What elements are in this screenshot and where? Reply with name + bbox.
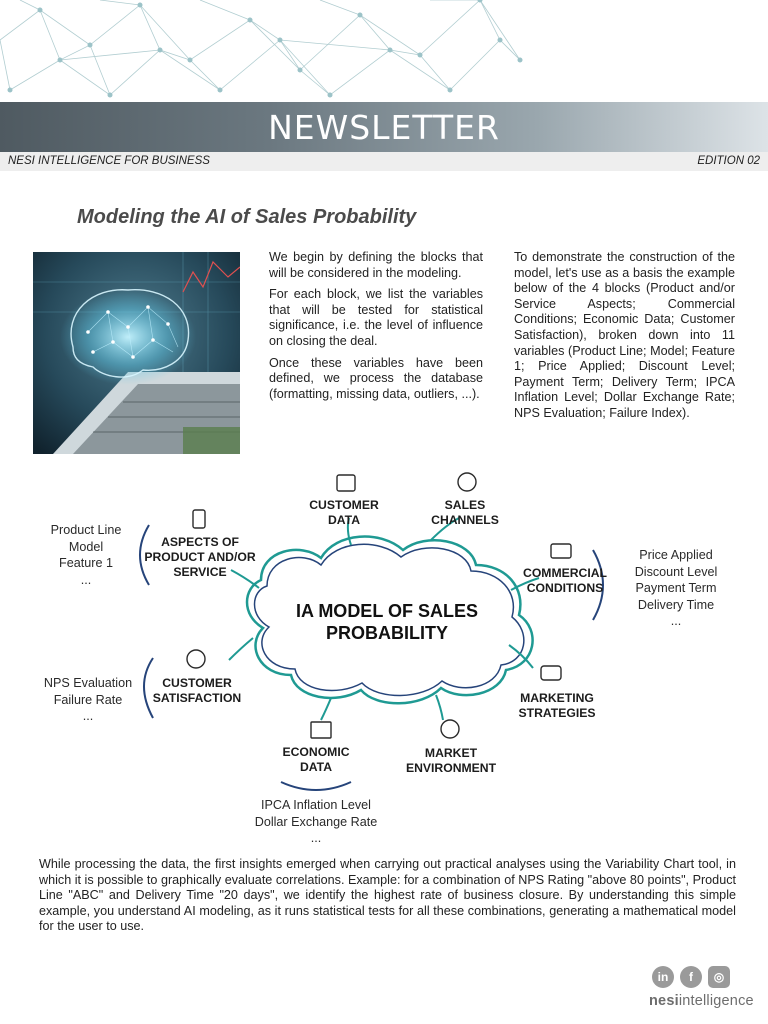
- ai-brain-laptop-image: [33, 252, 240, 454]
- variable-item: Discount Level: [634, 564, 718, 579]
- variable-item: Payment Term: [635, 581, 717, 596]
- block-label: CHANNELS: [431, 513, 499, 527]
- linkedin-icon[interactable]: in: [652, 966, 674, 988]
- variable-item: Price Applied: [639, 548, 713, 562]
- block-satisfaction: [143, 676, 251, 706]
- megaphone-icon: [551, 544, 571, 558]
- block-label: STRATEGIES: [518, 706, 596, 720]
- block-label: MARKETING: [520, 691, 594, 705]
- block-label: CONDITIONS: [526, 581, 604, 595]
- center-title: [269, 600, 505, 644]
- center-title-line: PROBABILITY: [325, 623, 448, 643]
- edition-tag: EDITION 02: [697, 155, 760, 167]
- edition-bar: [0, 152, 768, 171]
- chart-image-icon: [311, 722, 331, 738]
- example-column: [514, 250, 735, 428]
- block-marketing: [507, 691, 607, 721]
- publisher-tag: NESI INTELLIGENCE FOR BUSINESS: [8, 155, 210, 167]
- paragraph: Once these variables have been defined, we process the database (formatting, missing data, outliers, ...).: [269, 355, 483, 401]
- variable-item: Failure Rate: [53, 692, 123, 707]
- variable-item: IPCA Inflation Level: [261, 798, 371, 812]
- economic-variables: [241, 797, 391, 847]
- block-label: CUSTOMER: [309, 498, 379, 512]
- satisfaction-variables: [33, 675, 143, 725]
- instagram-icon[interactable]: ◎: [708, 966, 730, 988]
- block-label: ASPECTS OF: [161, 535, 239, 549]
- variable-item: Delivery Time: [637, 597, 715, 612]
- block-market: [397, 746, 505, 776]
- newsletter-banner: [0, 102, 768, 152]
- block-aspects: [137, 535, 263, 580]
- header-network-graphic: [0, 0, 768, 102]
- commercial-variables: [621, 547, 731, 630]
- brand-logo: [649, 993, 754, 1009]
- block-label: SATISFACTION: [152, 691, 242, 705]
- variable-item: Product Line: [50, 523, 122, 537]
- block-label: COMMERCIAL: [523, 566, 607, 580]
- facebook-icon[interactable]: f: [680, 966, 702, 988]
- variable-item: Model: [68, 539, 104, 554]
- variable-item: Dollar Exchange Rate: [254, 814, 378, 829]
- variable-item: NPS Evaluation: [43, 676, 133, 690]
- center-title-line: IA MODEL OF SALES: [295, 601, 478, 621]
- brand-light: intelligence: [678, 993, 754, 1009]
- block-label: SALES: [444, 498, 486, 512]
- closing-paragraph: While processing the data, the first insights emerged when carrying out practical analyses using the Variability Chart tool, in which it is possible to graphically evaluate correlations. Example: for a combination of NPS Rating "above 80 points", Product Line "ABC" and Delivery Time "20 days", we identify the highest rate of business closure. By understanding this simple example, you understand AI modeling, as it runs statistical tests for all these combinations, generating a mathematical model for the user to use.: [39, 857, 736, 934]
- article-title: Modeling the AI of Sales Probability: [77, 206, 417, 228]
- block-label: ENVIRONMENT: [405, 761, 497, 775]
- block-label: ECONOMIC: [282, 745, 350, 759]
- phone-hand-icon: [193, 510, 205, 528]
- paragraph: For each block, we list the variables that will be tested for statistical significance, i.e. the level of influence on closing the deal.: [269, 287, 483, 348]
- paragraph: We begin by defining the blocks that will be considered in the modeling.: [269, 250, 483, 280]
- smile-face-icon: [187, 650, 205, 668]
- block-label: DATA: [299, 760, 333, 774]
- newsletter-title: NEWSLETTER: [268, 108, 500, 147]
- chat-bubbles-icon: [541, 666, 561, 680]
- variable-item: ...: [310, 831, 322, 846]
- variable-item: ...: [80, 572, 92, 587]
- brand-bold: nesi: [649, 993, 679, 1009]
- variable-item: ...: [670, 614, 682, 629]
- location-pin-icon: [458, 473, 476, 491]
- block-label: MARKET: [424, 746, 478, 760]
- block-economic: [271, 745, 361, 775]
- variable-item: ...: [82, 709, 94, 724]
- intro-column: [269, 250, 483, 408]
- block-label: SERVICE: [173, 565, 227, 579]
- block-commercial: [515, 566, 615, 596]
- paragraph: To demonstrate the construction of the model, let's use as a basis the example below of the 4 blocks (Product and/or Service Aspects; Commercial Conditions; Economic Data; Customer Satisfaction), broken down into 11 variables (Product Line; Model; Feature 1; Price Applied; Discount Level; Payment Term; Delivery Term; IPCA Inflation Level; Dollar Exchange Rate; NPS Evaluation; Failure Index).: [514, 250, 735, 420]
- aspects-variables: [36, 522, 136, 588]
- block-label: PRODUCT AND/OR: [144, 550, 256, 564]
- block-sales-channels: [419, 498, 511, 528]
- block-label: DATA: [327, 513, 361, 527]
- variable-item: Feature 1: [59, 556, 113, 571]
- block-customer-data: [299, 498, 389, 528]
- block-label: CUSTOMER: [162, 676, 232, 690]
- sales-probability-diagram: [31, 470, 735, 850]
- map-marker-icon: [441, 720, 459, 738]
- thumbs-up-icon: [337, 475, 355, 491]
